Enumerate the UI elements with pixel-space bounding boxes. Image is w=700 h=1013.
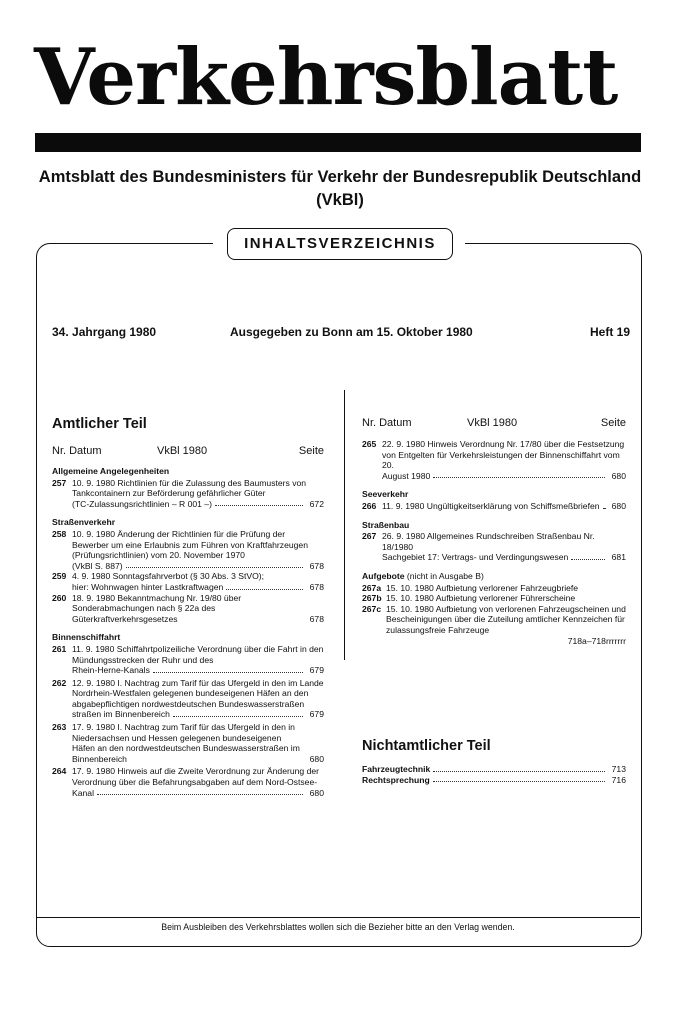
- subtitle-line-1: Amtsblatt des Bundesministers für Verkehr der Bundesrepublik Deutschland: [38, 168, 642, 186]
- header-vkbl: VkBl 1980: [157, 445, 208, 457]
- entry-text-last: straßen im Binnenbereich: [72, 709, 170, 720]
- entry-266: [362, 501, 626, 512]
- entry-number: 257: [52, 477, 67, 488]
- section-aufgebote-note: (nicht in Ausgabe B): [406, 570, 484, 581]
- section-binnenschiffahrt: Binnenschiffahrt: [52, 632, 121, 643]
- entry-262: [52, 678, 324, 720]
- entry-page: 678: [309, 613, 324, 624]
- subtitle-line-2: (VkBl): [316, 191, 364, 209]
- entry-number: 267b: [362, 593, 382, 604]
- entry-text: 15. 10. 1980 Aufbietung verlorener Führerscheine: [386, 593, 576, 604]
- entry-261: [52, 644, 324, 676]
- section-strassenbau: Straßenbau: [362, 519, 410, 530]
- entry-text-last: (TC-Zulassungsrichtlinien – R 001 –): [72, 498, 212, 509]
- entry-258: [52, 529, 324, 571]
- entry-267c: [362, 604, 626, 646]
- list-item-label: Rechtsprechung: [362, 774, 430, 785]
- entry-number: 266: [362, 500, 377, 511]
- issue-year: 34. Jahrgang 1980: [52, 325, 157, 339]
- footer-notice: Beim Ausbleiben des Verkehrsblattes wollen sich die Bezieher bitte an den Verlag wenden.: [36, 917, 640, 932]
- entry-267a: [362, 583, 626, 594]
- right-column-header: [362, 416, 626, 430]
- entry-page: 681: [611, 552, 626, 563]
- entry-text-last: Sachgebiet 17: Vertrags- und Verdingungswesen: [382, 552, 569, 563]
- entry-text: 15. 10. 1980 Aufbietung verlorener Fahrzeugbriefe: [386, 582, 579, 593]
- masthead-title: Verkehrsblatt: [34, 32, 618, 123]
- entry-text: 11. 9. 1980 Ungültigkeitserklärung von Schiffsmeßbriefen: [382, 500, 600, 511]
- header-seite: Seite: [600, 417, 626, 429]
- entry-text: 15. 10. 1980 Aufbietung von verlorenen Fahrzeugscheinen und Bescheinigungen über die Zuteilung amtlicher Kennzeichen für zulassungsfreie Fahrzeuge: [386, 603, 626, 635]
- entry-number: 263: [52, 722, 67, 733]
- entry-page: 718a–718rrrrrrr: [567, 635, 626, 646]
- entry-page: 680: [309, 753, 324, 764]
- entry-page: 679: [309, 665, 324, 676]
- publication-subtitle: [36, 166, 644, 212]
- amtlicher-teil-heading: Amtlicher Teil: [52, 416, 147, 432]
- section-allgemeine: Allgemeine Angelegenheiten: [52, 466, 170, 476]
- entry-text-last: Rhein-Herne-Kanals: [72, 665, 150, 676]
- entry-number: 267c: [362, 603, 382, 614]
- entry-265: [362, 439, 626, 481]
- entry-page: 678: [309, 581, 324, 592]
- section-seeverkehr: Seeverkehr: [362, 489, 409, 500]
- left-column: [52, 444, 324, 798]
- entry-number: 267a: [362, 582, 382, 593]
- list-item-page: 716: [611, 774, 626, 785]
- entry-page: 680: [309, 787, 324, 798]
- entry-260: [52, 593, 324, 625]
- list-item-fahrzeugtechnik: [362, 764, 626, 775]
- entry-267b: [362, 593, 626, 604]
- column-divider: [344, 390, 345, 660]
- masthead-rule: [35, 133, 641, 152]
- entry-page: 672: [309, 498, 324, 509]
- list-item-page: 713: [611, 764, 626, 774]
- entry-text: 10. 9. 1980 Änderung der Richtlinien für die Prüfung der Bewerber um eine Erlaubnis zum Führen von Kraftfahrzeugen (Prüfungsrichtlinien) vom 20. November 1970: [72, 528, 308, 561]
- section-aufgebote: [362, 571, 626, 582]
- entry-text: 10. 9. 1980 Richtlinien für die Zulassung des Baumusters von Tankcontainern zur Beförderung gefährlicher Güter: [72, 477, 307, 499]
- entry-page: 680: [611, 470, 626, 481]
- entry-text: 17. 9. 1980 Hinweis auf die Zweite Verordnung zur Änderung der Verordnung über die Befahrungsabgaben auf dem Nord-Ostsee-: [72, 766, 319, 788]
- entry-number: 261: [52, 643, 67, 654]
- entry-number: 265: [362, 439, 377, 449]
- section-aufgebote-title: Aufgebote: [362, 570, 405, 581]
- left-column-header: [52, 444, 324, 458]
- entry-number: 264: [52, 766, 67, 777]
- entry-257: [52, 478, 324, 510]
- entry-267: [362, 531, 626, 563]
- entry-number: 267: [362, 531, 377, 542]
- entry-264: [52, 766, 324, 798]
- entry-page: 680: [611, 500, 626, 511]
- header-nr-datum: Nr. Datum: [362, 417, 412, 429]
- header-vkbl: VkBl 1980: [467, 417, 518, 429]
- right-column: [362, 416, 626, 646]
- entry-text: 18. 9. 1980 Bekanntmachung Nr. 19/80 über Sonderabmachungen nach § 22a des Güterkraftverkehrsgesetzes: [72, 592, 242, 624]
- entry-text-last: (VkBl S. 887): [72, 560, 123, 571]
- header-nr-datum: Nr. Datum: [52, 445, 102, 457]
- toc-title: INHALTSVERZEICHNIS: [227, 228, 453, 260]
- entry-text: 22. 9. 1980 Hinweis Verordnung Nr. 17/80 über die Festsetzung von Entgelten für Verkehrsleistungen der Binnenschiffahrt vom 20.: [382, 439, 625, 471]
- entry-number: 262: [52, 677, 67, 688]
- entry-text: 12. 9. 1980 I. Nachtrag zum Tarif für das Ufergeld in den im Lande Nordrhein-Westfalen gelegenen bundeseigenen Häfen an den abgabepflichtigen nordwestdeutschen Bundeswasserstraßen: [72, 677, 324, 709]
- entry-text-last: hier: Wohnwagen hinter Lastkraftwagen: [72, 581, 224, 592]
- entry-number: 259: [52, 571, 67, 582]
- entry-259: [52, 571, 324, 592]
- issue-number: Heft 19: [590, 325, 631, 339]
- entry-text: 26. 9. 1980 Allgemeines Rundschreiben Straßenbau Nr. 18/1980: [382, 531, 595, 552]
- section-strassenverkehr: Straßenverkehr: [52, 517, 116, 528]
- list-item-rechtsprechung: [362, 775, 626, 786]
- list-item-label: Fahrzeugtechnik: [362, 764, 431, 774]
- nichtamtlicher-teil-heading: Nichtamtlicher Teil: [362, 738, 491, 754]
- issue-date: Ausgegeben zu Bonn am 15. Oktober 1980: [230, 325, 473, 339]
- nichtamtlicher-list: [362, 764, 626, 785]
- header-seite: Seite: [298, 445, 324, 457]
- entry-263: [52, 722, 324, 764]
- entry-text: 17. 9. 1980 I. Nachtrag zum Tarif für das Ufergeld in den in Niedersachsen und Hessen gelegenen bundeseigenen Häfen an den nordwestdeutschen Bundeswasserstraßen im Binnenbereich: [72, 722, 300, 764]
- entry-page: 679: [309, 709, 324, 720]
- entry-text-last: August 1980: [382, 470, 431, 481]
- entry-number: 258: [52, 528, 67, 539]
- entry-text: 11. 9. 1980 Schiffahrtpolizeiliche Verordnung über die Fahrt in den Mündungsstrecken der Ruhr und des: [72, 643, 324, 665]
- entry-page: 678: [309, 560, 324, 571]
- entry-text-last: Kanal: [72, 787, 94, 798]
- entry-number: 260: [52, 592, 67, 603]
- entry-text: 4. 9. 1980 Sonntagsfahrverbot (§ 30 Abs. 3 StVO);: [72, 571, 265, 582]
